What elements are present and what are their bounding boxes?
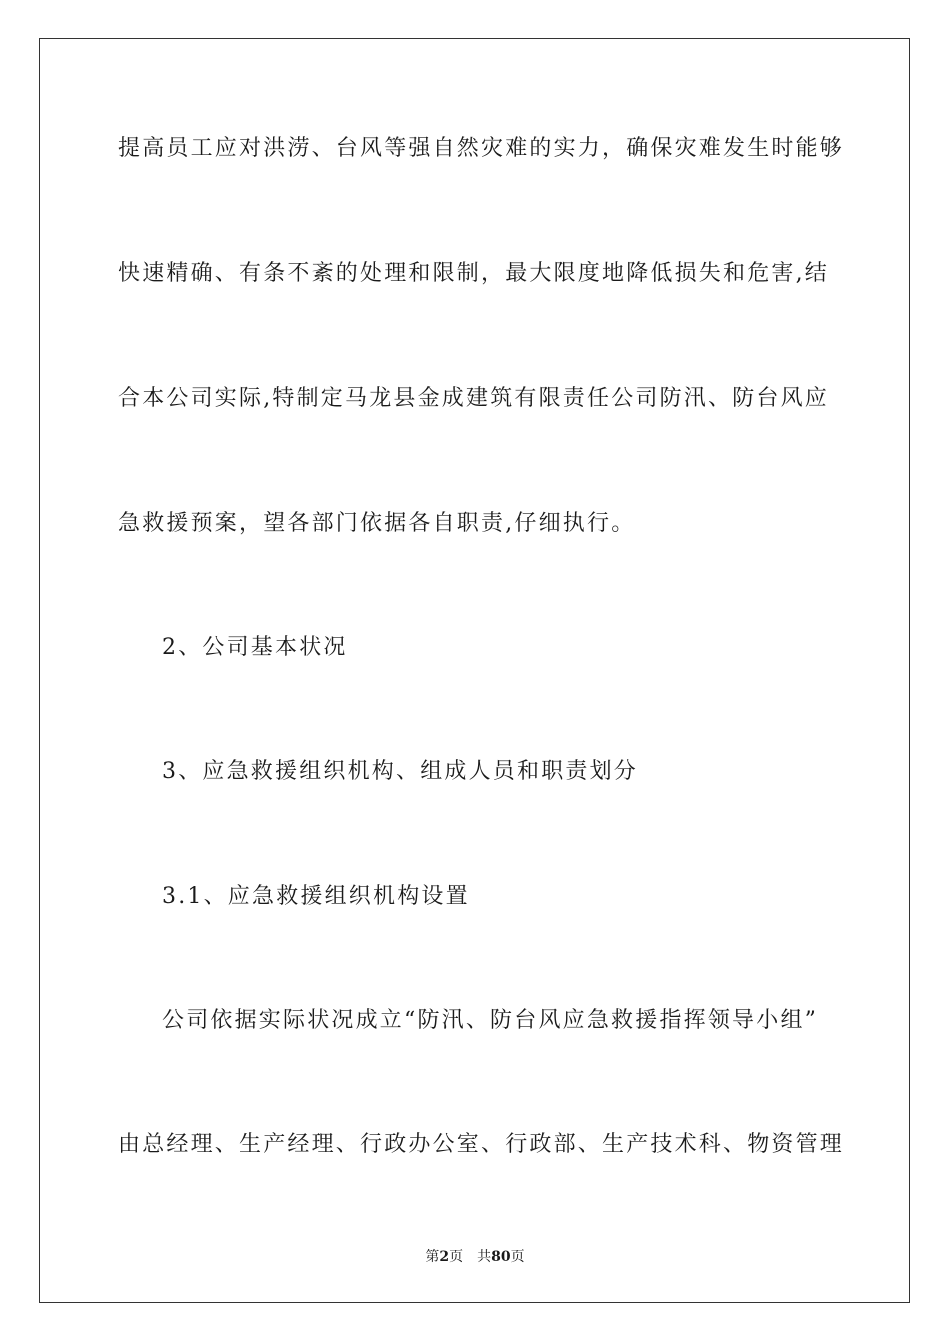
paragraph-line-1: 提高员工应对洪涝、台风等强自然灾难的实力，确保灾难发生时能够 bbox=[118, 136, 845, 161]
page-prefix: 第 bbox=[425, 1249, 440, 1265]
section-heading-2: 2、公司基本状况 bbox=[162, 635, 348, 660]
paragraph-line-8: 公司依据实际状况成立“防汛、防台风应急救援指挥领导小组” bbox=[162, 1008, 819, 1033]
total-prefix: 共 bbox=[477, 1249, 492, 1265]
paragraph-line-4: 急救援预案，望各部门依据各自职责,仔细执行。 bbox=[118, 511, 636, 536]
total-suffix: 页 bbox=[510, 1249, 525, 1265]
paragraph-line-3: 合本公司实际,特制定马龙县金成建筑有限责任公司防汛、防台风应 bbox=[118, 386, 829, 411]
page-suffix: 页 bbox=[449, 1249, 464, 1265]
page-border bbox=[39, 38, 910, 1303]
total-pages: 80 bbox=[491, 1249, 511, 1265]
section-heading-3: 3、应急救援组织机构、组成人员和职责划分 bbox=[162, 759, 638, 784]
section-heading-3-1: 3.1、应急救援组织机构设置 bbox=[162, 884, 470, 909]
paragraph-line-9: 由总经理、生产经理、行政办公室、行政部、生产技术科、物资管理 bbox=[118, 1132, 845, 1157]
paragraph-line-2: 快速精确、有条不紊的处理和限制，最大限度地降低损失和危害,结 bbox=[118, 261, 829, 286]
page-number: 2 bbox=[439, 1249, 450, 1265]
page-footer bbox=[0, 1248, 950, 1266]
